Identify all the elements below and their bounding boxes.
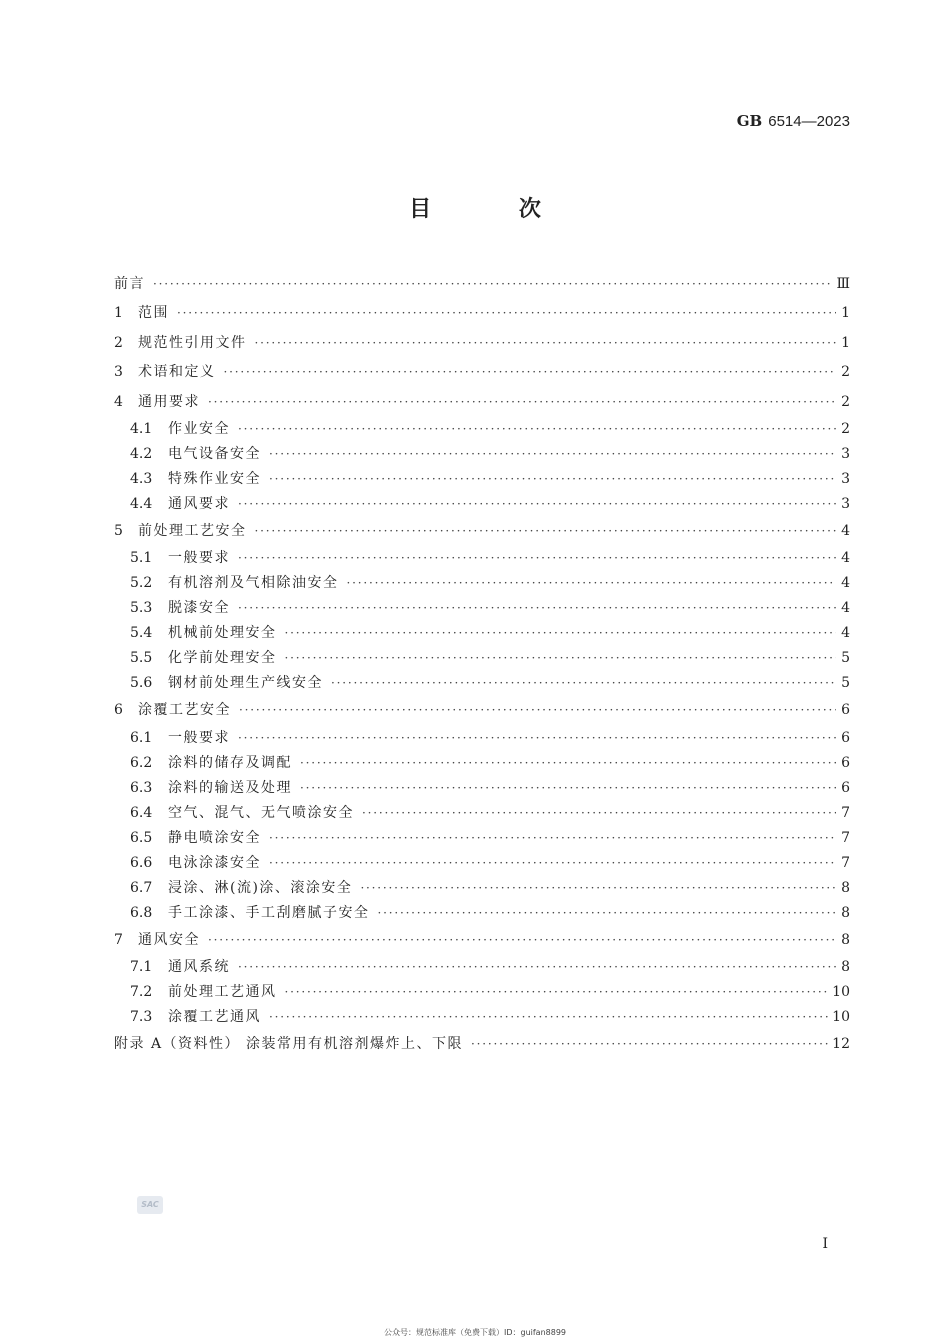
toc-leader-dots <box>269 467 836 492</box>
toc-leader-dots <box>238 492 836 517</box>
toc-entry-label: 空气、混气、无气喷涂安全 <box>168 804 354 821</box>
toc-leader-dots <box>471 1030 828 1059</box>
toc-leader-dots <box>238 417 836 442</box>
toc-entry-number: 4.3 <box>130 470 153 487</box>
toc-entry-number: 6.3 <box>130 779 153 796</box>
toc-entry-page: 8 <box>841 904 850 921</box>
toc-entry[interactable] <box>114 826 850 851</box>
toc-entry[interactable] <box>114 270 850 299</box>
toc-entry[interactable] <box>114 417 850 442</box>
toc-entry[interactable] <box>114 801 850 826</box>
toc-entry[interactable] <box>114 876 850 901</box>
toc-entry-page: 4 <box>841 575 850 592</box>
toc-leader-dots <box>285 646 837 671</box>
toc-leader-dots <box>255 329 837 358</box>
toc-entry[interactable] <box>114 751 850 776</box>
toc-entry[interactable] <box>114 901 850 926</box>
toc-entry-number: 5 <box>114 522 123 539</box>
toc-entry-page: 7 <box>841 854 850 871</box>
toc-entry-number: 6.4 <box>130 804 153 821</box>
toc-entry-page: Ⅲ <box>836 276 850 292</box>
toc-entry-number: 4 <box>114 393 123 410</box>
toc-leader-dots <box>239 696 836 725</box>
toc-leader-dots <box>255 517 837 546</box>
toc-entry-label: 通风系统 <box>168 959 230 976</box>
toc-entry-label: 一般要求 <box>168 729 230 746</box>
toc-entry[interactable] <box>114 955 850 980</box>
toc-entry-page: 7 <box>841 804 850 821</box>
toc-entry-number: 6.2 <box>130 754 153 771</box>
toc-entry-label: 前言 <box>114 276 145 292</box>
toc-entry-label: 静电喷涂安全 <box>168 829 261 846</box>
toc-leader-dots <box>238 955 836 980</box>
toc-leader-dots <box>269 826 836 851</box>
toc-entry-number: 6.5 <box>130 829 153 846</box>
toc-entry-number: 7.1 <box>130 959 153 976</box>
toc-entry-label: 涂覆工艺通风 <box>168 1009 261 1026</box>
toc-leader-dots <box>177 299 836 328</box>
toc-entry-number: 5.5 <box>130 650 153 667</box>
toc-entry-number: 5.2 <box>130 575 153 592</box>
toc-entry-label: 化学前处理安全 <box>168 650 277 667</box>
toc-entry-number: 6.6 <box>130 854 153 871</box>
toc-entry-label: 一般要求 <box>168 550 230 567</box>
toc-entry-page: 1 <box>841 334 850 351</box>
toc-entry[interactable] <box>114 596 850 621</box>
toc-leader-dots <box>269 442 836 467</box>
toc-entry[interactable] <box>114 851 850 876</box>
toc-entry-page: 3 <box>841 470 850 487</box>
toc-leader-dots <box>331 671 836 696</box>
toc-entry-page: 4 <box>841 550 850 567</box>
toc-entry-number: 4.2 <box>130 445 153 462</box>
toc-entry-page: 1 <box>841 305 850 322</box>
toc-entry[interactable] <box>114 546 850 571</box>
toc-entry-label: 规范性引用文件 <box>138 334 247 351</box>
toc-leader-dots <box>347 571 837 596</box>
toc-entry-page: 6 <box>841 702 850 719</box>
toc-entry-page: 2 <box>841 420 850 437</box>
toc-leader-dots <box>300 776 836 801</box>
toc-entry[interactable] <box>114 726 850 751</box>
toc-entry[interactable] <box>114 299 850 328</box>
toc-entry[interactable] <box>114 492 850 517</box>
toc-entry-label: 通风要求 <box>168 495 230 512</box>
toc-entry-number: 6.7 <box>130 879 153 896</box>
toc-entry-label: 通用要求 <box>138 393 200 410</box>
table-of-contents <box>114 270 850 1060</box>
standard-number <box>737 112 850 130</box>
toc-entry-label: 脱漆安全 <box>168 600 230 617</box>
toc-entry-page: 5 <box>841 650 850 667</box>
toc-leader-dots <box>224 358 837 387</box>
toc-entry-number: 5.6 <box>130 675 153 692</box>
standard-prefix: GB <box>736 112 763 130</box>
toc-entry-label: 涂料的输送及处理 <box>168 779 292 796</box>
toc-entry-page: 4 <box>841 625 850 642</box>
toc-entry-label: 作业安全 <box>168 420 230 437</box>
toc-leader-dots <box>269 851 836 876</box>
toc-entry-page: 2 <box>841 364 850 381</box>
toc-entry-label: 特殊作业安全 <box>168 470 261 487</box>
toc-entry-label: 附录 A（资料性） 涂装常用有机溶剂爆炸上、下限 <box>114 1036 464 1053</box>
toc-entry-number: 6.8 <box>130 904 153 921</box>
toc-entry-label: 通风安全 <box>138 931 200 948</box>
toc-entry[interactable] <box>114 442 850 467</box>
toc-entry-number: 7.3 <box>130 1009 153 1026</box>
page-number: Ⅰ <box>822 1236 828 1252</box>
toc-leader-dots <box>360 876 836 901</box>
toc-entry-number: 6.1 <box>130 729 153 746</box>
toc-entry-label: 电泳涂漆安全 <box>168 854 261 871</box>
toc-entry-label: 范围 <box>138 305 169 322</box>
toc-entry[interactable] <box>114 467 850 492</box>
toc-leader-dots <box>269 1005 828 1030</box>
toc-entry-page: 3 <box>841 445 850 462</box>
toc-entry-page: 8 <box>841 931 850 948</box>
toc-entry-page: 4 <box>841 522 850 539</box>
footer-note: 公众号：规范标准库（免费下载）ID：guifan8899 <box>383 1328 567 1337</box>
toc-entry-page: 12 <box>832 1036 850 1053</box>
toc-entry-number: 1 <box>114 305 123 322</box>
toc-entry-number: 4.4 <box>130 495 153 512</box>
toc-entry-label: 有机溶剂及气相除油安全 <box>168 575 339 592</box>
toc-entry-label: 前处理工艺通风 <box>168 984 277 1001</box>
toc-entry-page: 6 <box>841 779 850 796</box>
toc-entry-number: 5.4 <box>130 625 153 642</box>
toc-entry-label: 涂料的储存及调配 <box>168 754 292 771</box>
toc-leader-dots <box>208 388 836 417</box>
toc-leader-dots <box>238 546 836 571</box>
toc-entry[interactable] <box>114 1030 850 1059</box>
toc-entry-page: 10 <box>832 1009 850 1026</box>
toc-entry-number: 4.1 <box>130 420 153 437</box>
toc-entry-page: 5 <box>841 675 850 692</box>
toc-entry-page: 10 <box>832 984 850 1001</box>
toc-entry-number: 5.1 <box>130 550 153 567</box>
toc-entry[interactable] <box>114 621 850 646</box>
toc-entry-page: 2 <box>841 393 850 410</box>
toc-leader-dots <box>378 901 837 926</box>
toc-entry[interactable] <box>114 1005 850 1030</box>
toc-leader-dots <box>362 801 836 826</box>
toc-leader-dots <box>238 596 836 621</box>
toc-entry-page: 3 <box>841 495 850 512</box>
toc-entry-number: 2 <box>114 334 123 351</box>
toc-leader-dots <box>208 926 836 955</box>
toc-leader-dots <box>285 621 837 646</box>
toc-entry-number: 7.2 <box>130 984 153 1001</box>
toc-entry[interactable] <box>114 980 850 1005</box>
toc-entry-page: 8 <box>841 959 850 976</box>
toc-entry-number: 7 <box>114 931 123 948</box>
toc-entry-label: 浸涂、淋(流)涂、滚涂安全 <box>168 879 353 896</box>
toc-entry-label: 钢材前处理生产线安全 <box>168 675 323 692</box>
toc-leader-dots <box>153 270 832 299</box>
standard-code: 6514—2023 <box>768 113 850 130</box>
toc-entry-page: 4 <box>841 600 850 617</box>
toc-entry[interactable] <box>114 776 850 801</box>
toc-entry-label: 术语和定义 <box>138 364 216 381</box>
toc-entry[interactable] <box>114 571 850 596</box>
toc-entry-page: 7 <box>841 829 850 846</box>
toc-entry-number: 3 <box>114 364 123 381</box>
toc-leader-dots <box>285 980 829 1005</box>
toc-entry-label: 电气设备安全 <box>168 445 261 462</box>
toc-entry[interactable] <box>114 926 850 955</box>
toc-entry-label: 手工涂漆、手工刮磨腻子安全 <box>168 904 370 921</box>
toc-entry-label: 机械前处理安全 <box>168 625 277 642</box>
toc-entry[interactable] <box>114 671 850 696</box>
toc-entry-page: 6 <box>841 729 850 746</box>
toc-entry-page: 6 <box>841 754 850 771</box>
toc-entry-label: 涂覆工艺安全 <box>138 702 231 719</box>
toc-entry[interactable] <box>114 358 850 387</box>
toc-entry[interactable] <box>114 696 850 725</box>
sac-logo: SAC <box>137 1196 163 1214</box>
toc-entry-number: 6 <box>114 702 123 719</box>
toc-entry-label: 前处理工艺安全 <box>138 522 247 539</box>
toc-entry-number: 5.3 <box>130 600 153 617</box>
toc-entry[interactable] <box>114 329 850 358</box>
toc-leader-dots <box>238 726 836 751</box>
toc-entry[interactable] <box>114 388 850 417</box>
toc-leader-dots <box>300 751 836 776</box>
toc-entry[interactable] <box>114 646 850 671</box>
toc-entry-page: 8 <box>841 879 850 896</box>
page-title: 目 次 <box>409 197 581 222</box>
toc-entry[interactable] <box>114 517 850 546</box>
